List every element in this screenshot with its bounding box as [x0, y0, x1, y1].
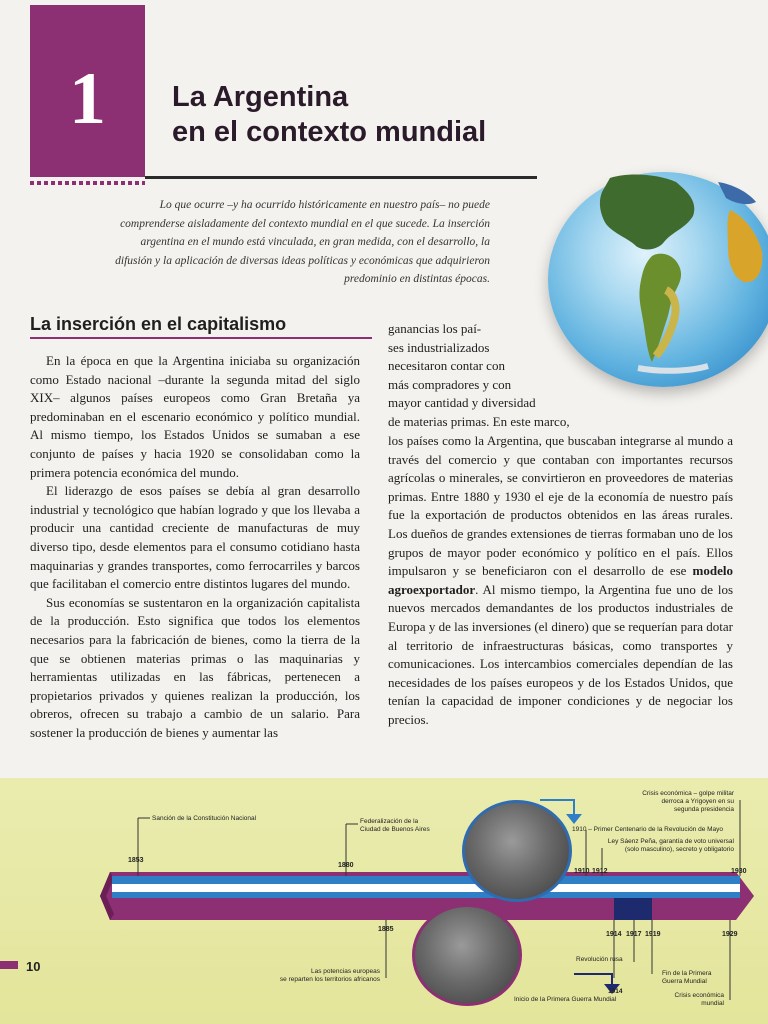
antarctica-shape: [638, 366, 708, 371]
paragraph: En la época en que la Argentina iniciaba su organización como Estado nacional –durante la segunda mitad del siglo XIX– algunos países europeos como Gran Bretaña ya predominaban en el escenario económico y político mundial. Al mismo tiempo, los Estados Unidos se sumaban a ese conjunto de países y hacia 1920 se consolidaban como la primera potencia económica del mundo.: [30, 353, 360, 480]
intro-line: Lo que ocurre –y ha ocurrido históricamente en nuestro país– no puede: [159, 199, 490, 211]
event-line: se reparten los territorios africanos: [279, 976, 380, 983]
event-line: Guerra Mundial: [662, 978, 707, 985]
event-line: Ciudad de Buenos Aires: [360, 826, 430, 833]
paragraph: El liderazgo de esos países se debía al gran desarrollo industrial y tecnológico que habían logrado y que los llevaba a producir una cantidad creciente de manufacturas de muy diverso tipo, desde elementos para el consumo cotidiano hasta maquinarias y grandes transportes, como ferrocarriles y barcos que facilitaban el comercio entre distintos lugares del mundo.: [30, 483, 360, 592]
chapter-title: [172, 80, 486, 150]
text-line: más compradores y con: [388, 376, 512, 392]
timeline-graphic: [0, 778, 768, 1024]
intro-text: [30, 196, 490, 289]
paragraph-line: [388, 320, 618, 432]
event-line: Fin de la Primera: [662, 970, 712, 977]
event-1910: 1910 – Primer Centenario de la Revolución de Mayo: [572, 826, 724, 833]
arrow-1914: [574, 974, 612, 984]
chapter-title-line1: La Argentina: [172, 81, 349, 113]
event-1917: Revolución rusa: [576, 956, 623, 963]
event-line: Crisis económica – golpe militar: [642, 790, 734, 797]
north-america-shape: [600, 175, 694, 250]
section-rule: [30, 337, 372, 339]
event-1929: [668, 992, 724, 1008]
right-column-top: [388, 320, 618, 432]
year-label-1914: 1914: [608, 988, 623, 995]
event-1914: Inicio de la Primera Guerra Mundial: [514, 996, 617, 1003]
photo-buenos-aires-buildings: [462, 800, 572, 902]
left-column: [30, 352, 360, 742]
event-line: Crisis económica: [674, 992, 724, 999]
text-line: ses industrializados: [388, 339, 490, 355]
intro-line: argentina en el mundo está vinculada, en gran medida, con el desarrollo, la: [140, 236, 490, 248]
arrow-head: [566, 814, 582, 824]
year-label: 1910: [574, 868, 590, 875]
chapter-title-line2: en el contexto mundial: [172, 116, 487, 148]
year-label: 1885: [378, 926, 394, 933]
year-label: 1880: [338, 862, 354, 869]
year-label: 1914: [606, 931, 622, 938]
intro-line: comprenderse aisladamente del contexto mundial en el que sucede. La inserción: [120, 217, 490, 230]
paragraph: [388, 432, 733, 730]
event-line: Ley Sáenz Peña, garantía de voto universal: [607, 838, 734, 845]
event-1930: [616, 790, 734, 814]
year-label: 1929: [722, 931, 738, 938]
event-line: (solo masculino), secreto y obligatorio: [624, 846, 734, 853]
paragraph: Sus economías se sustentaron en la organización capitalista de la producción. Esto significa que todos los elementos necesarios para la fabricación de bienes, como la tierra de la que se obtienen materias primas o las maquinarias y herramientas utilizadas en las fábricas, pertenecen a propietarios privados y quienes realizan la producción, los obreros, ofrecen su trabajo a cambio de un salario. Para sostener la producción de bienes y aumentar las: [30, 594, 360, 740]
event-1853: Sanción de la Constitución Nacional: [152, 815, 257, 822]
event-1912: [606, 838, 734, 854]
text-line: mayor cantidad y diversidad: [388, 395, 536, 411]
text-line: de materias primas. En este marco,: [388, 413, 570, 429]
text-line: ganancias los paí-: [388, 321, 482, 336]
event-line: mundial: [701, 1000, 724, 1007]
page-number: 10: [26, 959, 41, 974]
timeline-stripe-white: [112, 884, 740, 892]
event-line: Las potencias europeas: [310, 968, 380, 975]
timeline-stripe-blue: [112, 876, 740, 884]
section-title: La inserción en el capitalismo: [30, 314, 287, 334]
chapter-number: 1: [69, 58, 106, 140]
text-run: los países como la Argentina, que buscaban integrarse al mundo a través del comercio y que contaban con importantes recursos agrícolas o minerales, se convirtieron en proveedores de materias primas. Entre 1880 y 1930 el eje de la economía de nuestro país fue la exportación de productos obtenidos en las áreas rurales. Los dueños de grandes extensiones de tierras formaban uno de los grupos de mayor poder económico y político en el país. Ellos impulsaron y se beneficiaron con el desarrollo de ese: [388, 433, 733, 579]
event-line: segunda presidencia: [674, 806, 734, 813]
year-label: 1912: [592, 868, 608, 875]
event-1885: [268, 968, 380, 984]
event-line: Federalización de la: [360, 818, 419, 825]
timeline-ww1-highlight: [614, 898, 652, 920]
page-marker: [0, 961, 18, 969]
event-line: derroca a Yrigoyen en su: [661, 798, 734, 805]
africa-shape: [728, 210, 763, 282]
intro-line: predominio en distintas épocas.: [344, 273, 490, 285]
title-rule: [145, 176, 537, 179]
key-term: modelo agroexportador: [388, 563, 733, 597]
text-line: necesitaron contar con: [388, 358, 505, 374]
year-label: 1853: [128, 857, 144, 864]
photo-ww1-soldiers: [412, 904, 522, 1006]
intro-line: difusión y la aplicación de diversas ideas políticas y económicas que adquirieron: [115, 254, 490, 267]
text-run: . Al mismo tiempo, la Argentina fue uno de los nuevos mercados demandantes de los productos industriales de Europa y de las inversiones (el dinero) que se requerían para dotar al territorio de infraestructuras básicas, como transportes y comunicaciones. Los intercambios comerciales dependían de las necesidades de los países europeos y de los Estados Unidos, que tenían la capacidad de imponer condiciones y de negociar los precios.: [388, 581, 733, 727]
year-label: 1917: [626, 931, 642, 938]
year-label: 1919: [645, 931, 661, 938]
europe-shape: [718, 182, 756, 204]
event-1919: [662, 970, 712, 986]
right-column: [388, 432, 733, 730]
title-dotted-rule: [30, 181, 145, 185]
timeline-stripe-blue-lower: [112, 892, 740, 898]
event-1880: [360, 818, 430, 834]
year-label: 1930: [731, 868, 747, 875]
